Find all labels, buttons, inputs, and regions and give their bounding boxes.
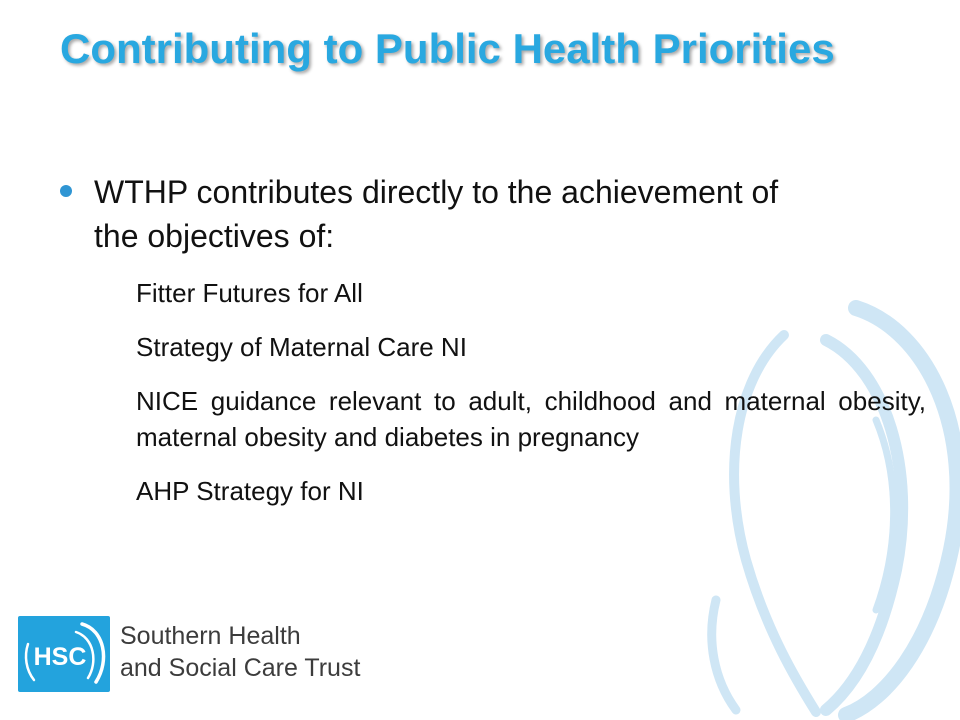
trust-name-line1: Southern Health: [120, 622, 301, 650]
trust-name-line2: and Social Care Trust: [120, 654, 361, 682]
objective-item: AHP Strategy for NI: [136, 476, 364, 506]
hsc-badge-text: HSC: [33, 643, 87, 671]
objectives-list: [136, 275, 936, 527]
trust-name: [120, 620, 360, 684]
objective-item: Fitter Futures for All: [136, 278, 363, 308]
objective-item: NICE guidance relevant to adult, childhood and maternal obesity, maternal obesity and diabetes in pregnancy: [136, 386, 926, 452]
slide-title: Contributing to Public Health Priorities: [60, 25, 835, 72]
bullet-dot-icon: [60, 185, 72, 197]
hsc-logo: [18, 616, 388, 692]
objective-item: Strategy of Maternal Care NI: [136, 332, 467, 362]
hsc-badge-icon: [18, 616, 110, 692]
main-bullet-text: WTHP contributes directly to the achievement of the objectives of:: [94, 174, 779, 254]
